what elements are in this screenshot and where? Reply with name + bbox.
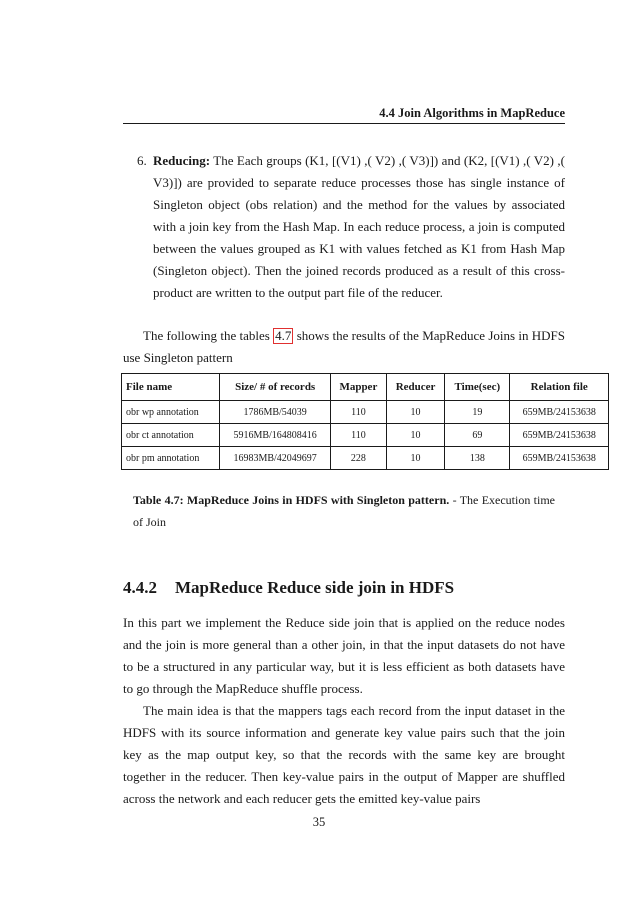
table-cell: 228 — [330, 447, 386, 470]
col-header-file-name: File name — [122, 374, 220, 401]
page-number: 35 — [312, 815, 326, 829]
header-rule — [123, 123, 565, 124]
list-item-body — [153, 150, 565, 304]
table-cell: 10 — [386, 424, 444, 447]
table-cell: 10 — [386, 447, 444, 470]
body-paragraph: In this part we implement the Reduce side join that is applied on the reduce nodes and the join is more general than a other join, in that the input datasets do not have to be a structured in any particular way, but it is less efficient as both datasets have to go through the MapReduce shuffle process. — [123, 615, 565, 696]
section-heading — [123, 578, 565, 598]
col-header-size: Size/ # of records — [220, 374, 330, 401]
table-cell: 659MB/24153638 — [510, 447, 609, 470]
results-table — [121, 373, 609, 470]
table-row — [122, 447, 609, 470]
running-header: 4.4 Join Algorithms in MapReduce — [379, 106, 565, 120]
table-cell: 69 — [445, 424, 510, 447]
intro-paragraph — [123, 325, 565, 369]
table-cell: 110 — [330, 401, 386, 424]
intro-text-after: shows the results of the MapReduce Joins in HDFS use Singleton pattern — [123, 328, 565, 365]
table-cell: 1786MB/54039 — [220, 401, 330, 424]
col-header-time: Time(sec) — [445, 374, 510, 401]
table-cell: 659MB/24153638 — [510, 401, 609, 424]
table-cell: 138 — [445, 447, 510, 470]
table-cell: obr ct annotation — [122, 424, 220, 447]
body-paragraph: The main idea is that the mappers tags each record from the input dataset in the HDFS with its source information and generate key value pairs such that the join key as the map output key, so that the records with the same key are brought together in the reducer. Then key-value pairs in the output of Mapper are shuffled across the network and each reducer gets the emitted key-value pairs — [123, 703, 565, 806]
table-caption-title: Table 4.7: MapReduce Joins in HDFS with Singleton pattern. — [133, 493, 450, 507]
table-header-row — [122, 374, 609, 401]
list-item-term: Reducing: — [153, 153, 211, 168]
table-caption-description: - The Execution time of Join — [133, 493, 556, 529]
list-item-number: 6. — [137, 153, 147, 168]
table-cell: 5916MB/164808416 — [220, 424, 330, 447]
table-cell: 110 — [330, 424, 386, 447]
col-header-reducer: Reducer — [386, 374, 444, 401]
table-row — [122, 401, 609, 424]
table-cell: 659MB/24153638 — [510, 424, 609, 447]
table-cell: 19 — [445, 401, 510, 424]
table-cell: 10 — [386, 401, 444, 424]
table-row — [122, 424, 609, 447]
table-caption — [133, 489, 555, 533]
section-title: MapReduce Reduce side join in HDFS — [175, 578, 455, 597]
list-item-reducing — [123, 150, 565, 304]
col-header-mapper: Mapper — [330, 374, 386, 401]
intro-text-before: The following the tables — [143, 328, 270, 343]
section-number: 4.4.2 — [123, 578, 157, 597]
table-cell: 16983MB/42049697 — [220, 447, 330, 470]
col-header-relation-file: Relation file — [510, 374, 609, 401]
table-reference-link[interactable]: 4.7 — [275, 328, 292, 343]
table-cell: obr wp annotation — [122, 401, 220, 424]
list-item-text: The Each groups (K1, [(V1) ,( V2) ,( V3)]) and (K2, [(V1) ,( V2) ,( V3)]) are provided to separate reduce processes those has single instance of Singleton object (obs relation) and the method for the values by associated with a join key from the Hash Map. In each reduce process, a join is computed between the values grouped as K1 with values fetched as K1 from Hash Map (Singleton object). Then the joined records produced as a result of this cross-product are written to the output part file of the reducer. — [153, 153, 565, 300]
table-cell: obr pm annotation — [122, 447, 220, 470]
